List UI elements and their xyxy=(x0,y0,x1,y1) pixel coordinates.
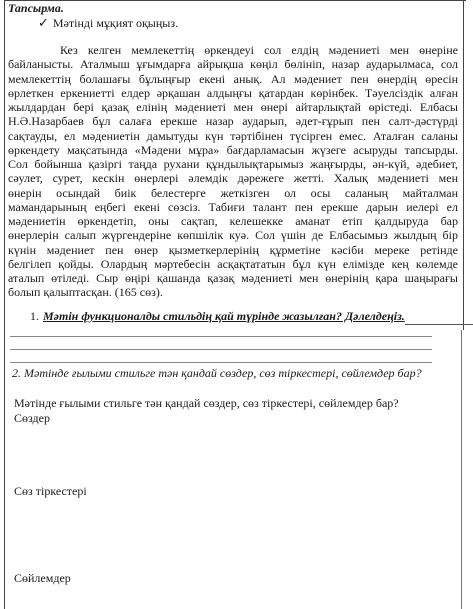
instruction-text: Мәтінді мұқият оқыңыз. xyxy=(52,16,179,30)
checkmark-icon: ✓ xyxy=(38,15,49,30)
right-border xyxy=(463,0,464,330)
passage-line: мамандарының еңбегі екені сөзсіз. Табиғи талант пен ерекше дарын иелері ел xyxy=(8,199,458,214)
passage-line: Н.Ә.Назарбаев бұл салаға ерекше назар аударып, әдет-ғұрып пен салт-дәстүрді xyxy=(8,114,458,129)
answer-line-2[interactable] xyxy=(10,349,432,350)
answer-line-3[interactable] xyxy=(10,362,432,363)
passage-line: сәулет, сурет, кескін өнерлері әлемдік дәрежеге жетті. Халық мәдениеті мен xyxy=(8,171,458,186)
right-border-lower xyxy=(461,330,462,609)
passage-line: аталып өтіледі. Сыр өңірі қашанда қазақ мәдениеті мен өнерінің қара шаңырағы xyxy=(8,271,458,285)
answer-line-1[interactable] xyxy=(10,336,432,337)
question-1 xyxy=(30,309,405,324)
passage-line: Кез келген мемлекеттің өркендеуі сол елдің мәдениеті мен өнеріне xyxy=(60,43,458,57)
passage-line: өрлеткен еркениетті елдер әрқашан алдыңғы қатардан көрінбек. Тәуелсіздік алған xyxy=(8,85,458,100)
passage-line: белгілеп қойды. Олардың мәртебесін асқақтататын бұл күн елімізде кең көлемде xyxy=(8,256,458,271)
sentences-label: Сөйлемдер xyxy=(14,571,71,585)
answer-question-repeat: Мәтінде ғылыми стильге тән қандай сөздер, сөз тіркестері, сөйлемдер бар? xyxy=(14,396,399,410)
question-1-extension-line xyxy=(405,324,473,325)
instruction xyxy=(38,15,178,31)
passage-line: мемлекеттің болашағы бұлыңғыр екені анық. Ал мәдениет пен өнердің өресін xyxy=(8,71,458,86)
passage-line: болып қалыптасқан. (165 сөз). xyxy=(8,285,163,300)
passage-line: мәдениетін өркендетіп, оны сақтап, келешекке аманат етіп қалдыруда бар xyxy=(8,214,458,228)
question-1-number: 1. xyxy=(30,309,39,323)
task-title: Тапсырма. xyxy=(8,1,64,15)
question-2: 2. Мәтінде ғылыми стильге тән қандай сөздер, сөз тіркестері, сөйлемдер бар? xyxy=(12,366,422,380)
question-1-text: Мәтін функционалды стильдің қай түрінде жазылған? Дәлелдеңіз. xyxy=(43,309,405,323)
left-border xyxy=(4,0,5,609)
top-border xyxy=(4,0,466,1)
passage-line: өнерін осындай биік белестерге жеткізген ол осы саланың майталман xyxy=(8,185,458,200)
reading-passage xyxy=(8,43,458,300)
passage-line: сақтауды, ел мәдениетін дамытуды күн тәртібінен түсірген емес. Аталған саланы xyxy=(8,128,458,143)
passage-line: өнерлерін салып жүргендеріне көпшілік куә. Сол үшін де Елбасымыз жылдың бір xyxy=(8,228,458,243)
passage-line: өркендету мақсатында «Мәдени мұра» бағдарламасын жүзеге асыруды тапсырды. xyxy=(8,142,458,157)
phrases-label: Сөз тіркестері xyxy=(14,484,87,498)
passage-line: жылдардан бері қазақ елінің мәдениеті мен өнері айтарлықтай өрістеді. Елбасы xyxy=(8,100,458,114)
passage-line: Сол бойынша қазіргі таңда рухани құндылықтарымыз жаңғырды, ән-күй, әдебиет, xyxy=(8,157,458,171)
passage-line: байланысты. Аталмыш ұғымдарға айрықша көңіл бөлініп, назар аударылмаса, сол xyxy=(8,57,458,72)
passage-line: күнін мәдениет пен өнер қызметкерлерінің құрметіне кәсіби мереке ретінде xyxy=(8,242,458,257)
words-label: Сөздер xyxy=(14,411,50,425)
